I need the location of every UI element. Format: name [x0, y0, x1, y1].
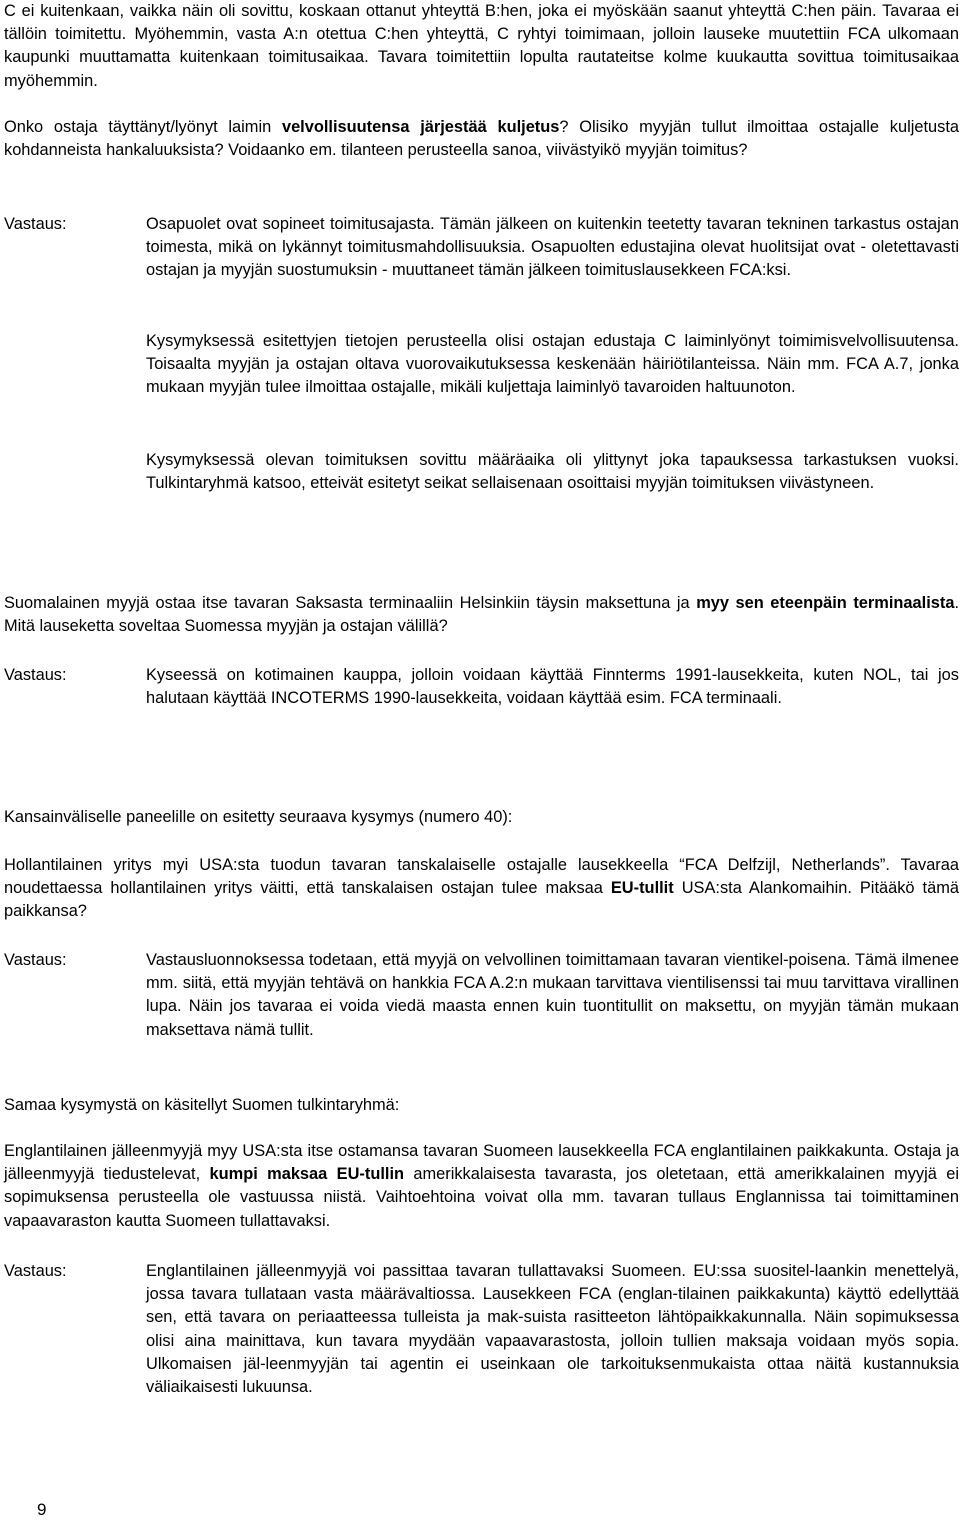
question-1-bold: velvollisuutensa järjestää kuljetus	[281, 118, 560, 136]
page-number: 9	[37, 1500, 47, 1519]
answer-4-label: Vastaus:	[4, 1262, 67, 1280]
question-1-text-a: Onko ostaja täyttänyt/lyönyt laimin	[4, 118, 282, 136]
answer-3-paragraph: Vastausluonnoksessa todetaan, että myyjä on velvollinen toimittamaan tavaran vientikel-poisena. Tämä ilmenee mm. siitä, että myyjän tehtävä on hankkia FCA A.2:n mukaan tarvittava vientilisenssi tai muu tarvittava virallinen lupa. Näin jos tavaraa ei voida viedä maasta ennen kuin tuontitullit on maksettu, on myyjän tämän mukaan maksettava nämä tullit.	[146, 951, 959, 1039]
intro-question-4: Samaa kysymystä on käsitellyt Suomen tulkintaryhmä:	[4, 1096, 400, 1114]
question-4-bold: kumpi maksaa EU-tullin	[209, 1165, 405, 1184]
question-2	[4, 592, 959, 638]
question-2-text-c: . Mitä lauseketta soveltaa Suomessa myyjän ja ostajan välillä?	[4, 594, 959, 636]
question-3-text-c: USA:sta Alankomaihin. Pitääkö tämä paikkansa?	[4, 879, 959, 921]
answer-2-paragraph: Kyseessä on kotimainen kauppa, jolloin voidaan käyttää Finnterms 1991-lausekkeita, kuten NOL, tai jos halutaan käyttää INCOTERMS 1990-lausekkeita, voidaan käyttää esim. FCA terminaali.	[146, 666, 959, 708]
question-1-text-c: ? Olisiko myyjän tullut ilmoittaa ostajalle kuljetusta kohdanneista hankaluuksista? Voidaanko em. tilanteen perusteella sanoa, viivästyikö myyjän toimitus?	[4, 118, 960, 160]
question-4-text-c: amerikkalaisesta tavarasta, jos oletetaan, että amerikkalainen myyjä ei sopimuksensa perusteella ole vastuussa niistä. Vaihtoehtoina voivat olla mm. tavaran tullaus Englannissa tai toimittaminen vapaavaraston kautta Suomeen tullattavaksi.	[4, 1165, 959, 1230]
question-2-bold: myy sen eteenpäin terminaalista	[696, 594, 955, 612]
question-1	[4, 116, 959, 162]
question-3	[4, 854, 959, 924]
question-3-text-a: Hollantilainen yritys myi USA:sta tuodun tavaran tanskalaiselle ostajalle lausekkeella “FCA Delfzijl, Netherlands”. Tavaraa noudettaessa hollantilainen yritys väitti, että tanskalaisen ostajan tulee maksaa	[4, 856, 959, 898]
answer-2-label: Vastaus:	[4, 666, 67, 684]
paragraph-case-background: C ei kuitenkaan, vaikka näin oli sovittu, koskaan ottanut yhteyttä B:hen, joka ei myöskään saanut yhteyttä C:hen päin. Tavaraa ei tällöin toimitettu. Myöhemmin, vasta A:n otettua C:hen yhteyttä, C ryhtyi toimimaan, jolloin lauseke muutettiin FCA ulkomaan kaupunki muuttamatta kuitenkaan toimitusaikaa. Tavara toimitettiin lopulta rautateitse kolme kuukautta sovittua toimitusaikaa myöhemmin.	[4, 2, 959, 90]
question-4	[4, 1140, 959, 1233]
answer-1-label: Vastaus:	[4, 215, 67, 233]
answer-1-paragraph-2: Kysymyksessä esitettyjen tietojen perusteella olisi ostajan edustaja C laiminlyönyt toimimisvelvollisuutensa. Toisaalta myyjän ja ostajan oltava vuorovaikutuksessa keskenään häiriötilanteissa. Näin mm. FCA A.7, jonka mukaan myyjän tulee ilmoittaa ostajalle, mikäli kuljettaja laiminlyö tavaroiden haltuunoton.	[146, 332, 959, 397]
answer-3-label: Vastaus:	[4, 951, 67, 969]
question-4-text-a: Englantilainen jälleenmyyjä myy USA:sta itse ostamansa tavaran Suomeen lausekkeella FCA englantilainen paikkakunta. Ostaja ja jälleenmyyjä tiedustelevat,	[4, 1142, 959, 1184]
answer-4-paragraph: Englantilainen jälleenmyyjä voi passittaa tavaran tullattavaksi Suomeen. EU:ssa suositel-laankin menettelyä, jossa tavara tullataan vasta määrävaltiossa. Lausekkeen FCA (englan-tilainen paikkakunta) käyttö edellyttää sen, että tavara on periaatteessa tulleista ja mak-suista rasitteeton lähtöpaikkakunnalla. Näin sopimuksessa olisi aina mainittava, kun tavara myydään vapaavarastosta, jolloin tullien maksaja voidaan myös sopia. Ulkomaisen jäl-leenmyyjän tai agentin ei useinkaan ole tarkoituksenmukaista ottaa näitä kustannuksia väliaikaisesti lukuunsa.	[146, 1262, 959, 1397]
intro-question-3: Kansainväliselle paneelille on esitetty seuraava kysymys (numero 40):	[4, 808, 513, 826]
answer-1-paragraph-3: Kysymyksessä olevan toimituksen sovittu määräaika oli ylittynyt joka tapauksessa tarkastuksen vuoksi. Tulkintaryhmä katsoo, etteivät esitetyt seikat sellaisenaan osoittaisi myyjän toimituksen viivästyneen.	[146, 451, 959, 493]
question-2-text-a: Suomalainen myyjä ostaa itse tavaran Saksasta terminaaliin Helsinkiin täysin maksettuna ja	[4, 594, 697, 612]
question-3-bold: EU-tullit	[610, 879, 674, 898]
answer-1-paragraph-1: Osapuolet ovat sopineet toimitusajasta. Tämän jälkeen on kuitenkin teetetty tavaran tekninen tarkastus ostajan toimesta, mikä on lykännyt toimitusmahdollisuuksia. Osapuolten edustajina olevat huolitsijat ovat - oletettavasti ostajan ja myyjän suostumuksin - muuttaneet tämän jälkeen toimituslausekkeen FCA:ksi.	[146, 215, 959, 280]
